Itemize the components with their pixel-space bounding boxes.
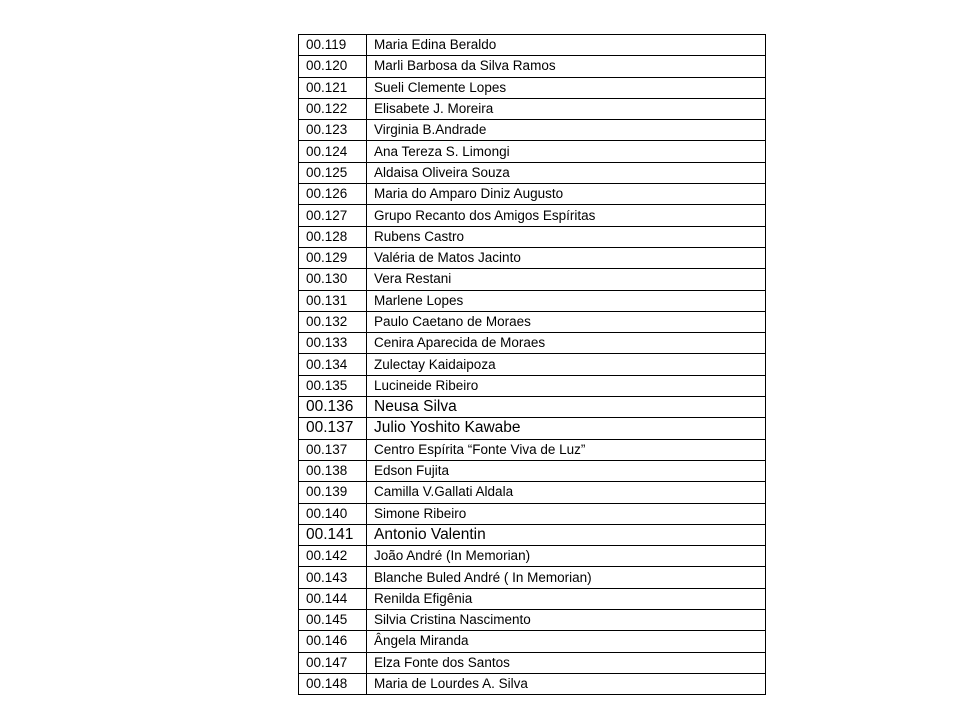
entry-name: Cenira Aparecida de Moraes bbox=[367, 333, 766, 354]
table-row bbox=[299, 567, 766, 588]
entry-name: Paulo Caetano de Moraes bbox=[367, 311, 766, 332]
table-row bbox=[299, 290, 766, 311]
entry-number: 00.140 bbox=[299, 503, 367, 524]
table-row bbox=[299, 162, 766, 183]
entry-number: 00.137 bbox=[299, 439, 367, 460]
table-row bbox=[299, 35, 766, 56]
entry-number: 00.147 bbox=[299, 652, 367, 673]
table-row bbox=[299, 439, 766, 460]
entry-name: Virginia B.Andrade bbox=[367, 120, 766, 141]
entry-number: 00.119 bbox=[299, 35, 367, 56]
entry-name: Valéria de Matos Jacinto bbox=[367, 247, 766, 268]
registry-table bbox=[298, 34, 766, 695]
entry-number: 00.138 bbox=[299, 460, 367, 481]
entry-number: 00.135 bbox=[299, 375, 367, 396]
entry-number: 00.130 bbox=[299, 269, 367, 290]
entry-number: 00.128 bbox=[299, 226, 367, 247]
entry-name: Aldaisa Oliveira Souza bbox=[367, 162, 766, 183]
entry-number: 00.133 bbox=[299, 333, 367, 354]
table-row bbox=[299, 226, 766, 247]
entry-name: Grupo Recanto dos Amigos Espíritas bbox=[367, 205, 766, 226]
entry-number: 00.148 bbox=[299, 673, 367, 694]
entry-name: Maria do Amparo Diniz Augusto bbox=[367, 184, 766, 205]
table-row bbox=[299, 460, 766, 481]
entry-name: Maria de Lourdes A. Silva bbox=[367, 673, 766, 694]
entry-name: Vera Restani bbox=[367, 269, 766, 290]
table-row bbox=[299, 311, 766, 332]
table-row bbox=[299, 524, 766, 545]
table-row bbox=[299, 673, 766, 694]
entry-name: Lucineide Ribeiro bbox=[367, 375, 766, 396]
entry-number: 00.127 bbox=[299, 205, 367, 226]
entry-name: Elisabete J. Moreira bbox=[367, 98, 766, 119]
entry-number: 00.123 bbox=[299, 120, 367, 141]
table-row bbox=[299, 184, 766, 205]
entry-name: Julio Yoshito Kawabe bbox=[367, 418, 766, 439]
table-row bbox=[299, 375, 766, 396]
entry-name: Ângela Miranda bbox=[367, 631, 766, 652]
table-row bbox=[299, 205, 766, 226]
entry-number: 00.137 bbox=[299, 418, 367, 439]
entry-name: Ana Tereza S. Limongi bbox=[367, 141, 766, 162]
table-row bbox=[299, 588, 766, 609]
entry-number: 00.124 bbox=[299, 141, 367, 162]
table-row bbox=[299, 397, 766, 418]
entry-name: Antonio Valentin bbox=[367, 524, 766, 545]
entry-number: 00.134 bbox=[299, 354, 367, 375]
entry-number: 00.146 bbox=[299, 631, 367, 652]
entry-number: 00.126 bbox=[299, 184, 367, 205]
entry-number: 00.121 bbox=[299, 77, 367, 98]
table-row bbox=[299, 333, 766, 354]
table-row bbox=[299, 354, 766, 375]
entry-number: 00.125 bbox=[299, 162, 367, 183]
entry-number: 00.132 bbox=[299, 311, 367, 332]
entry-number: 00.136 bbox=[299, 397, 367, 418]
table-row bbox=[299, 77, 766, 98]
entry-number: 00.122 bbox=[299, 98, 367, 119]
entry-number: 00.139 bbox=[299, 482, 367, 503]
entry-name: Neusa Silva bbox=[367, 397, 766, 418]
entry-name: Silvia Cristina Nascimento bbox=[367, 610, 766, 631]
entry-name: Rubens Castro bbox=[367, 226, 766, 247]
table-row bbox=[299, 610, 766, 631]
table-row bbox=[299, 546, 766, 567]
registry-table-body bbox=[299, 35, 766, 695]
entry-name: Simone Ribeiro bbox=[367, 503, 766, 524]
entry-name: Marli Barbosa da Silva Ramos bbox=[367, 56, 766, 77]
entry-number: 00.144 bbox=[299, 588, 367, 609]
entry-name: Camilla V.Gallati Aldala bbox=[367, 482, 766, 503]
table-row bbox=[299, 503, 766, 524]
entry-name: Marlene Lopes bbox=[367, 290, 766, 311]
entry-number: 00.142 bbox=[299, 546, 367, 567]
table-row bbox=[299, 652, 766, 673]
entry-number: 00.145 bbox=[299, 610, 367, 631]
table-row bbox=[299, 631, 766, 652]
table-row bbox=[299, 141, 766, 162]
entry-number: 00.141 bbox=[299, 524, 367, 545]
table-row bbox=[299, 56, 766, 77]
entry-name: Renilda Efigênia bbox=[367, 588, 766, 609]
table-row bbox=[299, 482, 766, 503]
entry-name: Zulectay Kaidaipoza bbox=[367, 354, 766, 375]
entry-name: Maria Edina Beraldo bbox=[367, 35, 766, 56]
entry-number: 00.143 bbox=[299, 567, 367, 588]
entry-name: Elza Fonte dos Santos bbox=[367, 652, 766, 673]
entry-name: Blanche Buled André ( In Memorian) bbox=[367, 567, 766, 588]
entry-name: Sueli Clemente Lopes bbox=[367, 77, 766, 98]
entry-number: 00.131 bbox=[299, 290, 367, 311]
table-row bbox=[299, 247, 766, 268]
entry-number: 00.120 bbox=[299, 56, 367, 77]
entry-name: Centro Espírita “Fonte Viva de Luz” bbox=[367, 439, 766, 460]
table-row bbox=[299, 120, 766, 141]
table-row bbox=[299, 269, 766, 290]
entry-number: 00.129 bbox=[299, 247, 367, 268]
entry-name: João André (In Memorian) bbox=[367, 546, 766, 567]
table-row bbox=[299, 418, 766, 439]
table-row bbox=[299, 98, 766, 119]
entry-name: Edson Fujita bbox=[367, 460, 766, 481]
